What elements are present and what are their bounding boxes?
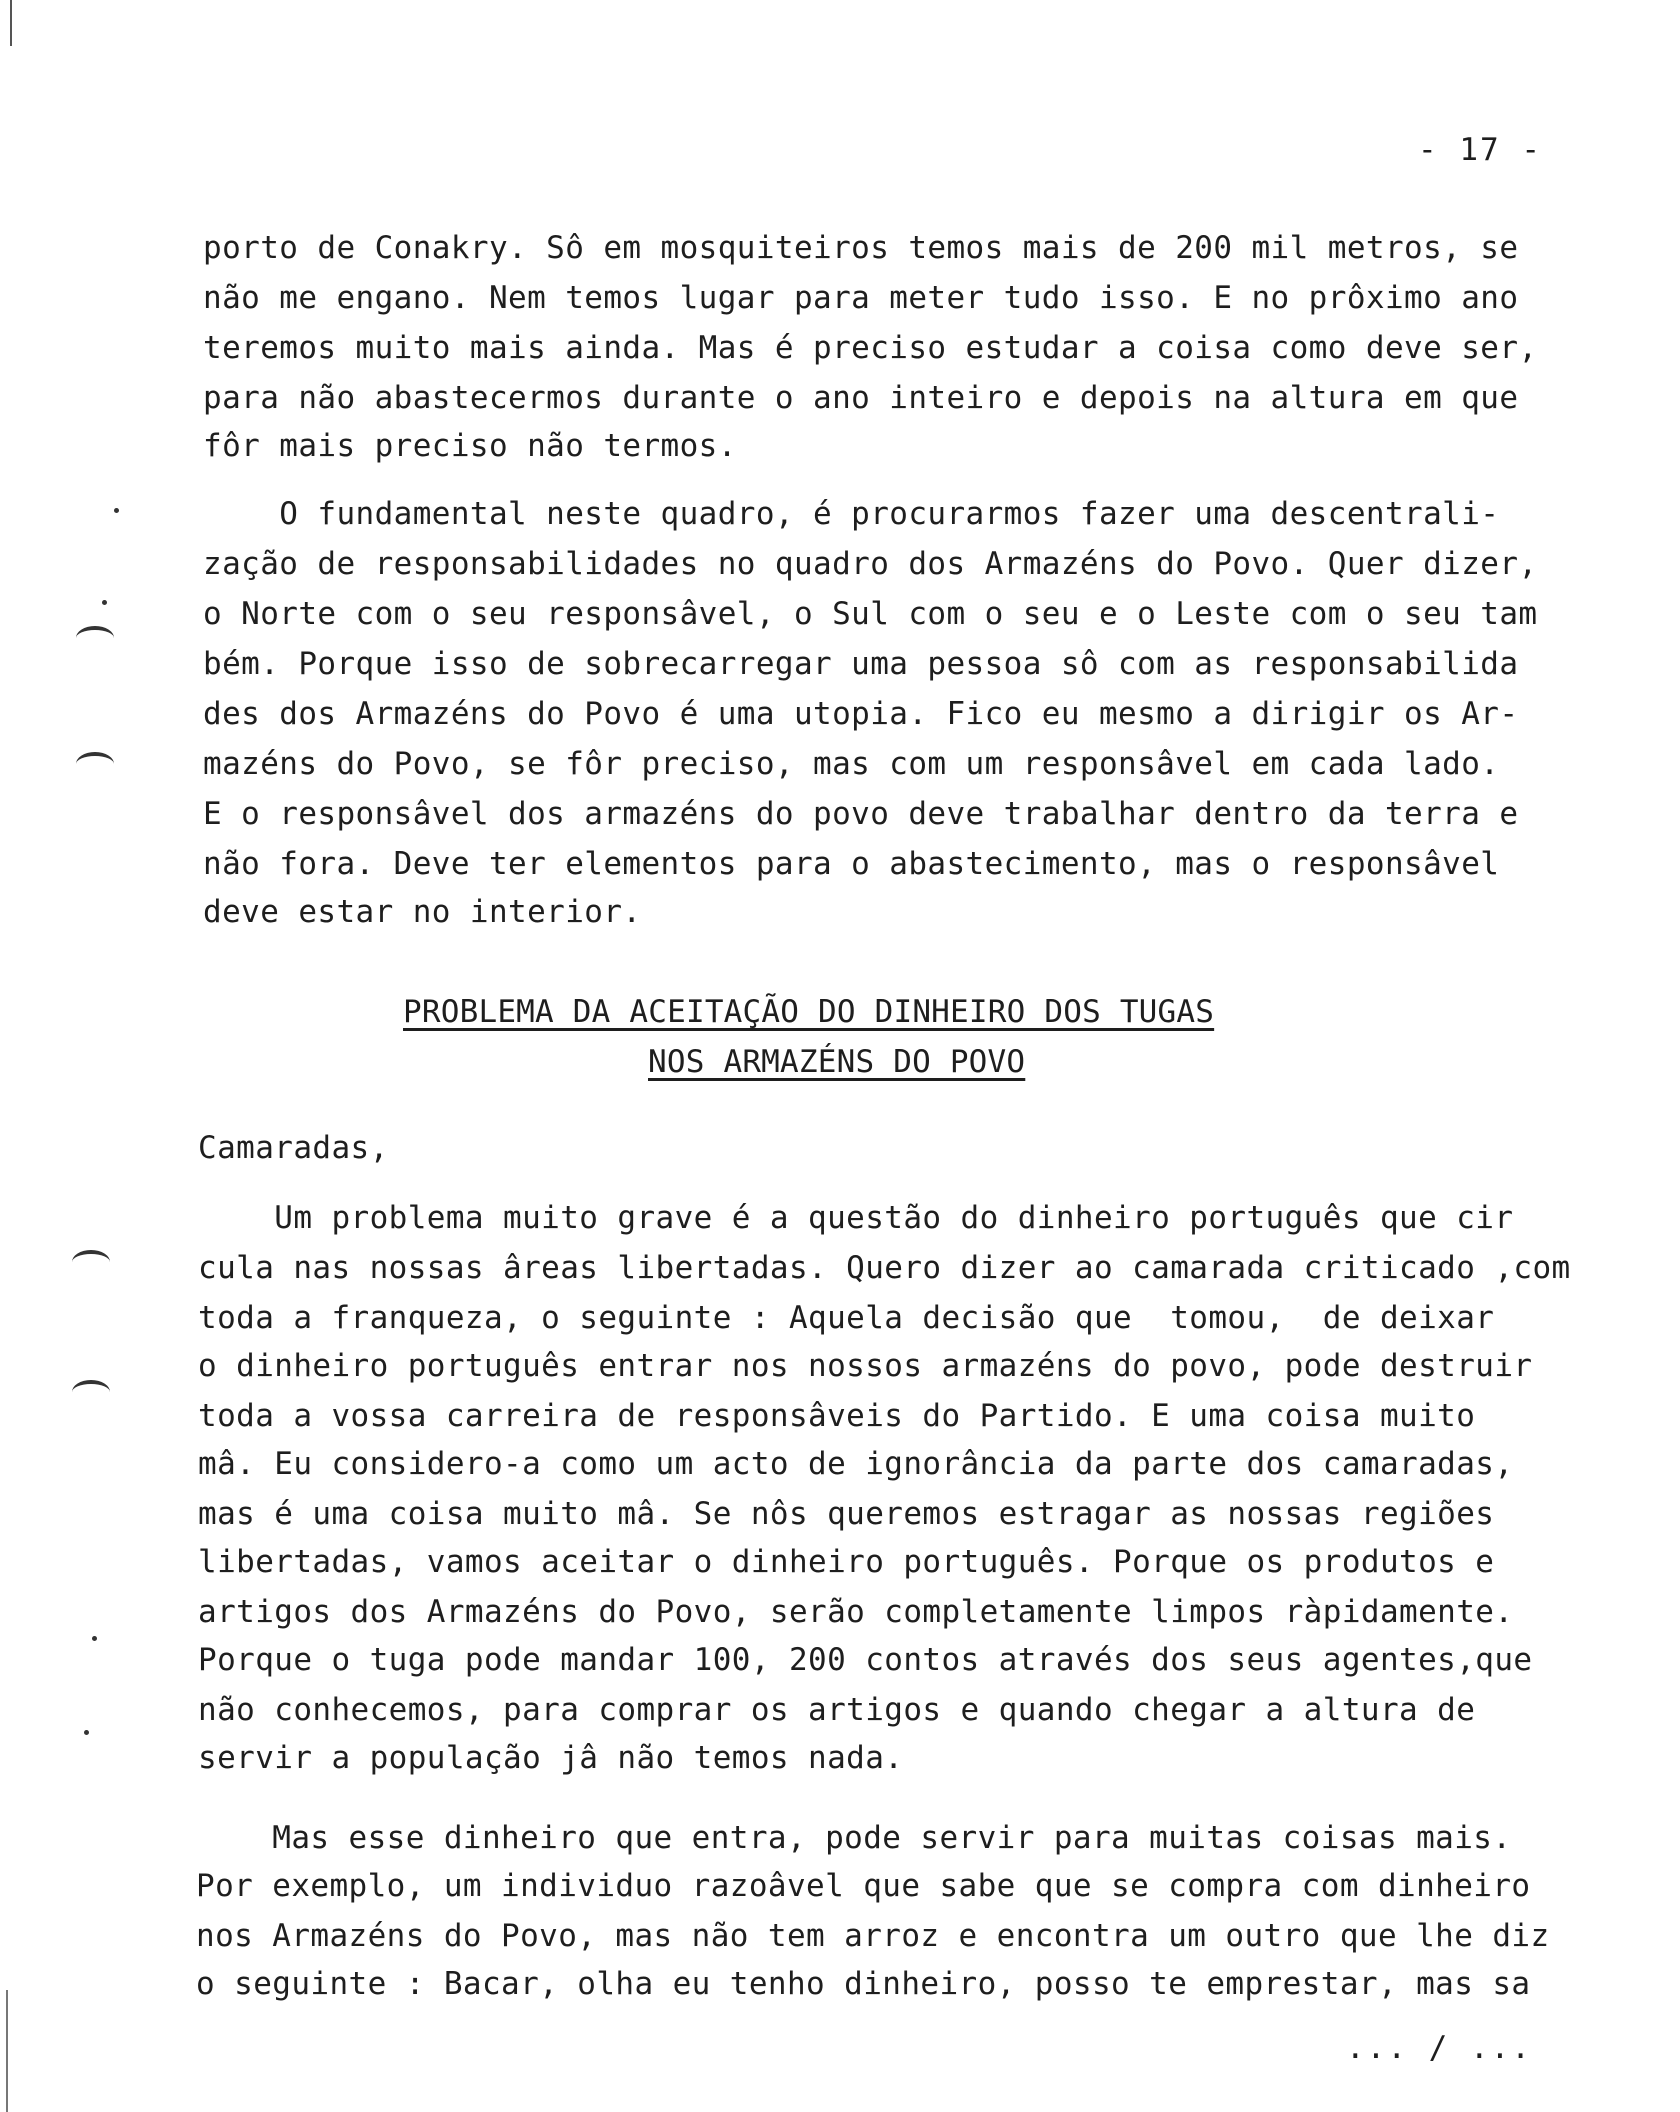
- text-line: mazéns do Povo, se fôr preciso, mas com um responsâvel em cada lado.: [203, 746, 1500, 782]
- text-line: servir a população jâ não temos nada.: [198, 1740, 904, 1776]
- punch-mark: [72, 1250, 110, 1274]
- text-line: cula nas nossas âreas libertadas. Quero dizer ao camarada criticado ,com: [198, 1250, 1571, 1286]
- text-line: Porque o tuga pode mandar 100, 200 contos através dos seus agentes,que: [198, 1642, 1533, 1678]
- text-line: não conhecemos, para comprar os artigos e quando chegar a altura de: [198, 1692, 1476, 1728]
- text-line: nos Armazéns do Povo, mas não tem arroz e encontra um outro que lhe diz: [196, 1918, 1550, 1954]
- text-line: teremos muito mais ainda. Mas é preciso estudar a coisa como deve ser,: [203, 330, 1538, 366]
- text-line: o dinheiro português entrar nos nossos armazéns do povo, pode destruir: [198, 1348, 1533, 1384]
- salutation: Camaradas,: [198, 1130, 389, 1166]
- text-line: fôr mais preciso não termos.: [203, 428, 737, 464]
- text-line: Mas esse dinheiro que entra, pode servir para muitas coisas mais.: [196, 1820, 1512, 1856]
- text-line: deve estar no interior.: [203, 894, 642, 930]
- text-line: mas é uma coisa muito mâ. Se nôs queremos estragar as nossas regiões: [198, 1496, 1495, 1532]
- text-line: o seguinte : Bacar, olha eu tenho dinheiro, posso te emprestar, mas sa: [196, 1966, 1531, 2002]
- page-number: - 17 -: [1418, 132, 1542, 168]
- text-line: toda a franqueza, o seguinte : Aquela decisão que tomou, de deixar: [198, 1300, 1495, 1336]
- text-line: não fora. Deve ter elementos para o abastecimento, mas o responsâvel: [203, 846, 1500, 882]
- speck: [92, 1636, 97, 1641]
- text-line: bém. Porque isso de sobrecarregar uma pessoa sô com as responsabilida: [203, 646, 1519, 682]
- text-line: artigos dos Armazéns do Povo, serão completamente limpos ràpidamente.: [198, 1594, 1514, 1630]
- speck: [114, 508, 119, 513]
- punch-mark: [76, 752, 114, 776]
- continuation-mark: ... / ...: [1346, 2030, 1532, 2066]
- punch-mark: [72, 1380, 110, 1404]
- text-line: libertadas, vamos aceitar o dinheiro português. Porque os produtos e: [198, 1544, 1495, 1580]
- text-line: mâ. Eu considero-a como um acto de ignorância da parte dos camaradas,: [198, 1446, 1514, 1482]
- text-line: toda a vossa carreira de responsâveis do Partido. E uma coisa muito: [198, 1398, 1476, 1434]
- text-line: para não abastecermos durante o ano inteiro e depois na altura em que: [203, 380, 1519, 416]
- text-line: des dos Armazéns do Povo é uma utopia. Fico eu mesmo a dirigir os Ar-: [203, 696, 1519, 732]
- speck: [102, 600, 107, 605]
- text-line: não me engano. Nem temos lugar para meter tudo isso. E no prôximo ano: [203, 280, 1519, 316]
- text-line: zação de responsabilidades no quadro dos Armazéns do Povo. Quer dizer,: [203, 546, 1538, 582]
- speck: [84, 1730, 89, 1735]
- text-line: porto de Conakry. Sô em mosquiteiros temos mais de 200 mil metros, se: [203, 230, 1519, 266]
- left-margin-rule-bottom: [6, 1990, 8, 2112]
- text-line: o Norte com o seu responsâvel, o Sul com o seu e o Leste com o seu tam: [203, 596, 1538, 632]
- section-heading-line-1: PROBLEMA DA ACEITAÇÃO DO DINHEIRO DOS TUGAS: [403, 994, 1215, 1030]
- section-heading-line-2: NOS ARMAZÉNS DO POVO: [648, 1044, 1026, 1080]
- left-margin-rule: [10, 0, 12, 46]
- punch-mark: [76, 626, 114, 650]
- text-line: O fundamental neste quadro, é procurarmos fazer uma descentrali-: [203, 496, 1500, 532]
- text-line: Por exemplo, um individuo razoâvel que sabe que se compra com dinheiro: [196, 1868, 1531, 1904]
- text-line: Um problema muito grave é a questão do dinheiro português que cir: [198, 1200, 1514, 1236]
- text-line: E o responsâvel dos armazéns do povo deve trabalhar dentro da terra e: [203, 796, 1519, 832]
